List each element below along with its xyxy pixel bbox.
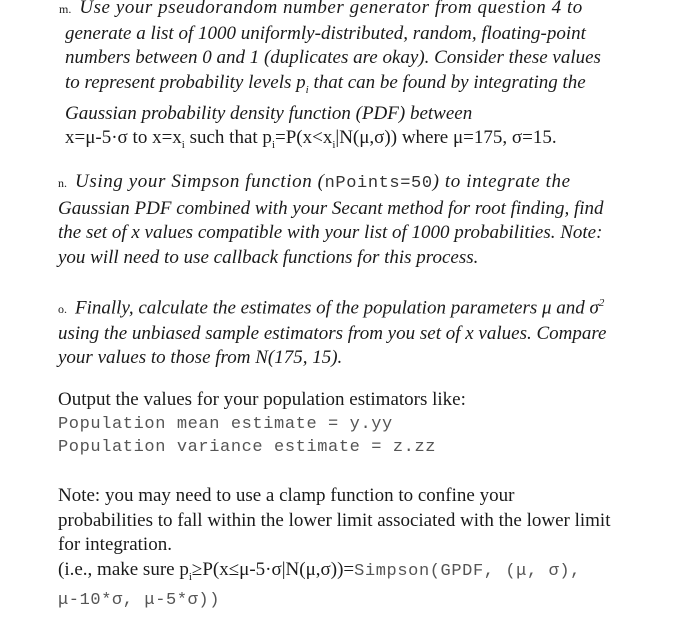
item-n-marker: n. [58,176,67,190]
note-line-1: Note: you may need to use a clamp function to confine your [58,485,515,506]
item-n-line-3: the set of x values compatible with your list of 1000 probabilities. Note: [58,222,603,243]
item-m-marker: m. [59,2,72,16]
item-n-line-4: you will need to use callback functions for this process. [58,246,479,268]
item-m-line-1: Use your pseudorandom number generator from question 4 to [79,0,583,18]
item-m [59,0,660,158]
item-o-marker: o. [58,302,67,317]
note-ie-line: (i.e., make sure $p_i\ge P(x\le\mu-5\cdot\sigma|N(\mu,\sigma))=Simpson(GPDF$, (μ, σ), [58,558,581,583]
output-code-variance: Population variance estimate = z.zz [58,437,437,457]
output-code-mean: Population mean estimate = y.yy [58,414,393,434]
item-m-line-5: Gaussian probability density function (PDF) between [65,102,473,124]
item-n [58,170,668,270]
output-section [58,388,668,459]
item-m-line-4: to represent probability levels $p_i$ that can be found by integrating the [65,71,586,96]
item-n-line-1a: Using your Simpson function ( [75,171,325,192]
note-line-2: probabilities to fall within the lower limit associated with the lower limit [58,509,611,531]
item-o-line-1: Finally, calculate the estimates of the population parameters μ and σ [75,297,599,319]
item-m-line-3: numbers between 0 and 1 (duplicates are okay). Consider these values [65,47,601,68]
item-n-line-2: Gaussian PDF combined with your Secant method for root finding, find [58,197,604,219]
item-o-line-3: your values to those from N(175, 15). [58,347,343,369]
item-m-formula: x=μ-5·σ to $x=x_i$ such that $p_i=P(x<x_i|N(\mu,\sigma))$ where μ=175, σ=15. [65,127,557,152]
output-intro: Output the values for your population estimators like: [58,389,466,410]
item-n-code: nPoints=50 [324,174,433,193]
note-section [58,484,668,613]
item-n-line-1b: ) to integrate the [432,171,571,192]
note-line-3: for integration. [58,534,172,555]
item-o: o. Finally, calculate the estimates of the population parameters μ and $\sigma^2$ using the unbiased sample estimators from you set of x values. Compare your values to those from N(175, 15). [58,291,668,371]
item-m-line-2: generate a list of 1000 uniformly-distributed, random, floating-point [65,22,586,44]
item-o-line-2: using the unbiased sample estimators from you set of x values. Compare [58,322,607,344]
note-ie-code-line-2: μ-10*σ, μ-5*σ)) [58,590,221,610]
